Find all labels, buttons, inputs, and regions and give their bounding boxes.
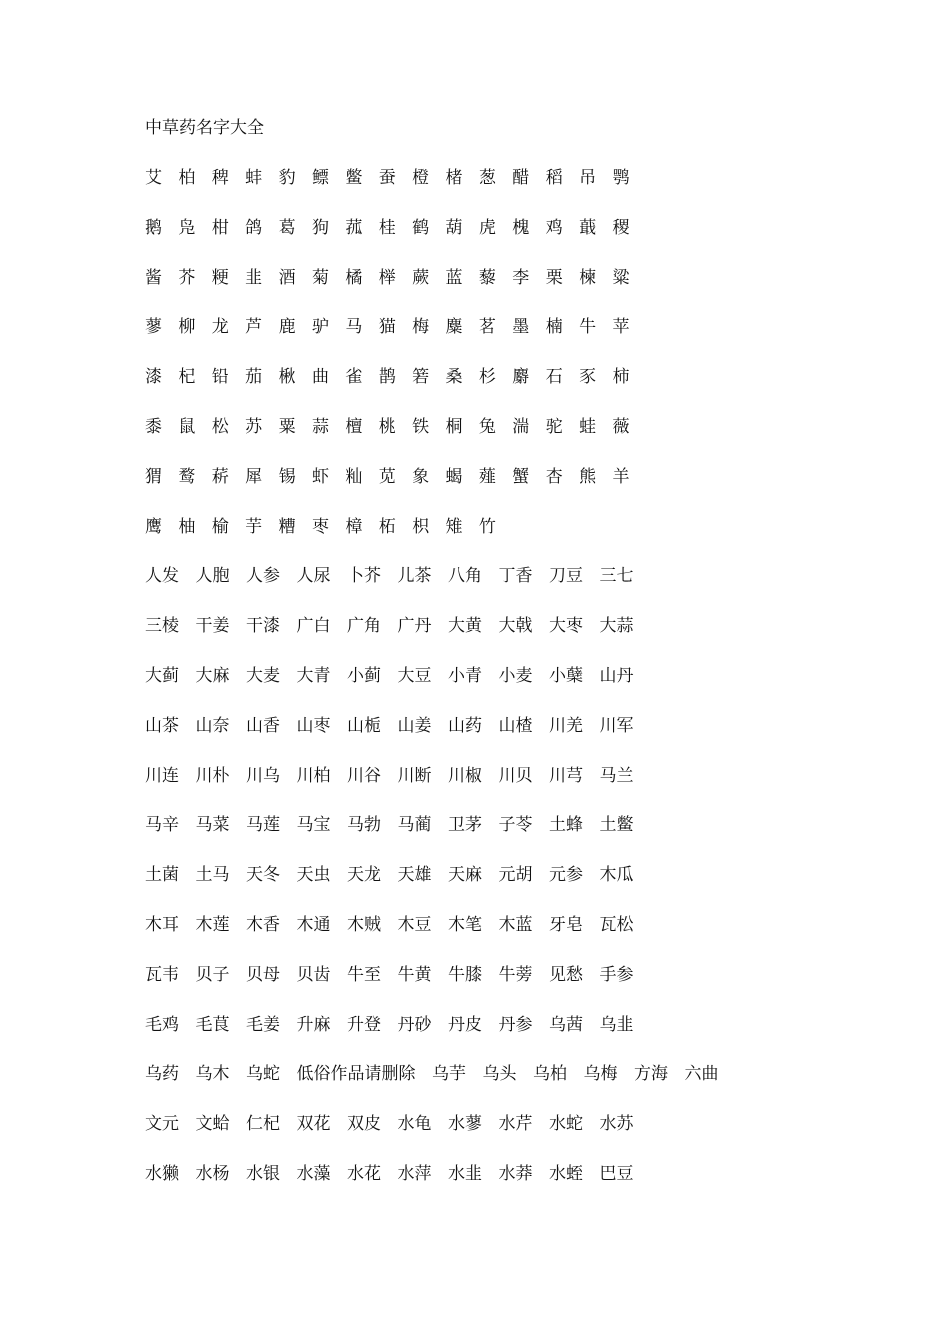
herb-name: 大枣 (549, 616, 583, 637)
herb-name: 巴豆 (599, 1163, 634, 1184)
herb-name: 蚕 (378, 168, 396, 188)
herb-name: 李 (512, 267, 530, 288)
herb-name: 葛 (278, 217, 296, 238)
herb-name: 天虫 (296, 865, 331, 886)
herb-name: 川柏 (296, 765, 331, 786)
herb-name: 苋 (378, 466, 396, 487)
herb-name: 土鳖 (599, 815, 634, 836)
herb-name: 水莽 (498, 1163, 533, 1184)
herb-name: 苏 (245, 416, 263, 437)
herb-row (145, 763, 925, 813)
herb-name: 川乌 (246, 765, 280, 786)
herb-name: 山枣 (296, 715, 331, 736)
herb-name: 川断 (397, 765, 432, 786)
herb-name: 水蛇 (549, 1114, 583, 1135)
herb-name: 橙 (412, 168, 430, 188)
herb-name: 大青 (296, 665, 331, 686)
herb-name: 山奈 (195, 715, 230, 736)
herb-name: 檀 (345, 416, 363, 437)
herb-name: 瓦韦 (145, 964, 179, 985)
herb-name: 双皮 (347, 1114, 381, 1135)
herb-name: 兔 (478, 416, 496, 437)
herb-name: 乌梅 (583, 1064, 618, 1085)
herb-name: 虾 (311, 466, 329, 487)
herb-name: 小蘖 (549, 665, 583, 686)
herb-name: 鹤 (412, 217, 430, 238)
herb-name: 小青 (448, 665, 482, 686)
herb-name: 枳 (412, 516, 430, 537)
herb-name: 蓼 (145, 317, 162, 338)
herb-name: 蝎 (445, 466, 463, 487)
herb-row (145, 514, 925, 564)
herb-name: 川朴 (195, 765, 230, 786)
herb-name: 水藻 (296, 1163, 331, 1184)
herb-name: 芋 (245, 516, 263, 537)
herb-name: 葱 (478, 168, 496, 188)
herb-name: 鳖 (345, 168, 363, 188)
herb-name: 川椒 (448, 765, 482, 786)
herb-name: 人尿 (296, 566, 331, 587)
herb-name: 卜芥 (347, 566, 381, 587)
herb-row (145, 563, 925, 613)
herb-name: 三棱 (145, 616, 179, 637)
herb-name: 猫 (378, 317, 396, 338)
herb-name: 山丹 (599, 665, 634, 686)
herb-name: 鹅 (145, 217, 162, 238)
herb-name: 川贝 (498, 765, 533, 786)
herb-name: 川军 (599, 715, 634, 736)
herb-name: 大蓟 (145, 665, 179, 686)
herb-name: 天麻 (448, 865, 482, 886)
herb-name: 熊 (579, 466, 597, 487)
herb-name: 桃 (378, 416, 396, 437)
herb-name: 天雄 (397, 865, 432, 886)
herb-name: 手参 (599, 964, 634, 985)
herb-name: 毛茛 (195, 1014, 230, 1035)
herb-name: 升登 (347, 1014, 381, 1035)
herb-name: 薤 (478, 466, 496, 487)
herb-name: 菰 (345, 217, 363, 238)
herb-name: 雀 (345, 367, 363, 388)
herb-row (145, 812, 925, 862)
herb-name: 木通 (296, 914, 331, 935)
herb-name: 墨 (512, 317, 530, 338)
herb-name: 水獭 (145, 1163, 179, 1184)
herb-name: 蓝 (445, 267, 463, 288)
herb-name: 桑 (445, 367, 463, 388)
herb-name: 龙 (211, 317, 229, 338)
herb-name: 木瓜 (599, 865, 634, 886)
herb-name: 鹗 (612, 168, 630, 188)
herb-name: 柏 (178, 168, 196, 188)
herb-name: 干漆 (246, 616, 280, 637)
herb-name: 低俗作品请删除 (296, 1064, 416, 1085)
herb-name: 羊 (612, 466, 630, 487)
herb-name: 刀豆 (549, 566, 583, 587)
herb-row (145, 414, 925, 464)
herb-row (145, 713, 925, 763)
herb-name: 木笔 (448, 914, 482, 935)
herb-name: 元参 (549, 865, 583, 886)
herb-name: 雉 (445, 516, 463, 537)
herb-row (145, 364, 925, 414)
herb-name: 麝 (512, 367, 530, 388)
herb-name: 木莲 (195, 914, 230, 935)
herb-name: 六曲 (684, 1064, 719, 1085)
herb-name: 粳 (211, 267, 229, 288)
herb-name: 马菜 (195, 815, 230, 836)
herb-row (145, 962, 925, 1012)
herb-name: 枣 (311, 516, 329, 537)
herb-name: 木豆 (397, 914, 432, 935)
herb-name: 山姜 (397, 715, 432, 736)
herb-name: 凫 (178, 217, 196, 238)
herb-name: 犀 (245, 466, 263, 487)
herb-name: 土蜂 (549, 815, 583, 836)
herb-name: 文蛤 (195, 1114, 230, 1135)
herb-name: 小蓟 (347, 665, 381, 686)
herb-name: 柳 (178, 317, 196, 338)
herb-name: 鼠 (178, 416, 196, 437)
herb-name: 人发 (145, 566, 179, 587)
herb-name: 稗 (211, 168, 229, 188)
herb-name: 马兰 (599, 765, 634, 786)
herb-name: 梅 (412, 317, 430, 338)
herb-name: 漆 (145, 367, 162, 388)
herb-name: 干姜 (195, 616, 230, 637)
herb-name: 楠 (545, 317, 563, 338)
herb-name: 土马 (195, 865, 230, 886)
herb-name: 丹皮 (448, 1014, 482, 1035)
document-title: 中草药名字大全 (145, 118, 264, 138)
herb-name: 马勃 (347, 815, 381, 836)
herb-name: 马辛 (145, 815, 179, 836)
herb-name: 山药 (448, 715, 482, 736)
herb-row (145, 663, 925, 713)
herb-name: 藜 (478, 267, 496, 288)
herb-name: 人参 (246, 566, 280, 587)
herb-name: 八角 (448, 566, 482, 587)
herb-name: 毛鸡 (145, 1014, 179, 1035)
herb-name: 人胞 (195, 566, 230, 587)
herb-name: 柚 (178, 516, 196, 537)
herb-name: 桐 (445, 416, 463, 437)
herb-name: 川羌 (549, 715, 583, 736)
herb-name: 水杨 (195, 1163, 230, 1184)
herb-name: 见愁 (549, 964, 583, 985)
herb-name: 水苏 (599, 1114, 634, 1135)
herb-name: 杉 (478, 367, 496, 388)
herb-name: 茗 (478, 317, 496, 338)
herb-name: 鹰 (145, 516, 162, 537)
herb-name: 天冬 (246, 865, 280, 886)
herb-name: 川芎 (549, 765, 583, 786)
herb-row (145, 464, 925, 514)
herb-name: 韭 (245, 267, 263, 288)
herb-name: 三七 (599, 566, 634, 587)
herb-name: 吊 (579, 168, 597, 188)
herb-name: 葫 (445, 217, 463, 238)
herb-name: 杏 (545, 466, 563, 487)
herb-name: 大黄 (448, 616, 482, 637)
herb-name: 山楂 (498, 715, 533, 736)
herb-name: 马 (345, 317, 363, 338)
herb-name: 樟 (345, 516, 363, 537)
herb-name: 芥 (178, 267, 196, 288)
herb-name: 土菌 (145, 865, 179, 886)
herb-name: 文元 (145, 1114, 179, 1135)
herb-name: 粱 (612, 267, 630, 288)
herb-name: 薇 (612, 416, 630, 437)
herb-name: 芦 (245, 317, 263, 338)
herb-name: 箬 (412, 367, 430, 388)
herb-name: 方海 (634, 1064, 668, 1085)
herb-name: 广白 (296, 616, 331, 637)
herb-name: 竹 (478, 516, 496, 537)
herb-name: 狗 (311, 217, 329, 238)
herb-name: 黍 (145, 416, 162, 437)
herb-name: 驴 (311, 317, 329, 338)
herb-name: 虎 (478, 217, 496, 238)
herb-name: 木耳 (145, 914, 179, 935)
herb-name: 贝齿 (296, 964, 331, 985)
herb-name: 驼 (545, 416, 563, 437)
herb-name: 槐 (512, 217, 530, 238)
herb-name: 糟 (278, 516, 296, 537)
herb-name-list (145, 165, 925, 1211)
herb-name: 柘 (378, 516, 396, 537)
herb-name: 乌柏 (533, 1064, 567, 1085)
herb-name: 广角 (347, 616, 381, 637)
herb-name: 榆 (211, 516, 229, 537)
herb-name: 山茶 (145, 715, 179, 736)
herb-name: 籼 (345, 466, 363, 487)
herb-name: 艾 (145, 168, 162, 188)
herb-name: 子苓 (498, 815, 533, 836)
herb-name: 乌蛇 (246, 1064, 280, 1085)
herb-name: 菥 (211, 466, 229, 487)
herb-name: 石 (545, 367, 563, 388)
herb-name: 山香 (246, 715, 280, 736)
herb-name: 榉 (378, 267, 396, 288)
herb-name: 大戟 (498, 616, 533, 637)
herb-name: 鸡 (545, 217, 563, 238)
herb-row (145, 314, 925, 364)
herb-name: 乌药 (145, 1064, 179, 1085)
herb-row (145, 1012, 925, 1062)
herb-name: 川连 (145, 765, 179, 786)
herb-name: 乌头 (482, 1064, 517, 1085)
herb-name: 牙皂 (549, 914, 583, 935)
herb-name: 木蓝 (498, 914, 533, 935)
herb-name: 乌茜 (549, 1014, 583, 1035)
herb-name: 大麻 (195, 665, 230, 686)
herb-name: 楝 (579, 267, 597, 288)
herb-row (145, 165, 925, 215)
herb-name: 稻 (545, 168, 563, 188)
herb-name: 象 (412, 466, 430, 487)
herb-row (145, 862, 925, 912)
herb-name: 栗 (545, 267, 563, 288)
herb-name: 丹参 (498, 1014, 533, 1035)
herb-name: 蕺 (579, 217, 597, 238)
herb-name: 猬 (145, 466, 162, 487)
herb-name: 柿 (612, 367, 630, 388)
herb-name: 天龙 (347, 865, 381, 886)
herb-name: 杞 (178, 367, 196, 388)
herb-row (145, 1111, 925, 1161)
herb-name: 粟 (278, 416, 296, 437)
herb-name: 鳔 (311, 168, 329, 188)
herb-name: 松 (211, 416, 229, 437)
herb-name: 蟹 (512, 466, 530, 487)
herb-name: 蕨 (412, 267, 430, 288)
herb-row (145, 265, 925, 315)
herb-name: 醋 (512, 168, 530, 188)
herb-name: 牛膝 (448, 964, 482, 985)
herb-name: 鸽 (245, 217, 263, 238)
herb-name: 瓦松 (599, 914, 634, 935)
herb-name: 桂 (378, 217, 396, 238)
herb-name: 乌木 (195, 1064, 230, 1085)
herb-name: 牛蒡 (498, 964, 533, 985)
herb-name: 蒜 (311, 416, 329, 437)
herb-name: 橘 (345, 267, 363, 288)
herb-row (145, 1061, 925, 1111)
herb-name: 鹿 (278, 317, 296, 338)
herb-name: 鹊 (378, 367, 396, 388)
herb-name: 山栀 (347, 715, 381, 736)
herb-name: 酱 (145, 267, 162, 288)
herb-name: 双花 (296, 1114, 331, 1135)
herb-name: 丹砂 (397, 1014, 432, 1035)
herb-name: 水萍 (397, 1163, 432, 1184)
herb-name: 铅 (211, 367, 229, 388)
herb-row (145, 215, 925, 265)
herb-name: 大豆 (397, 665, 432, 686)
herb-name: 酒 (278, 267, 296, 288)
herb-name: 楮 (445, 168, 463, 188)
herb-name: 水韭 (448, 1163, 482, 1184)
herb-row (145, 1161, 925, 1211)
herb-name: 稷 (612, 217, 630, 238)
herb-name: 儿茶 (397, 566, 432, 587)
herb-name: 牛至 (347, 964, 381, 985)
herb-row (145, 912, 925, 962)
herb-name: 乌芋 (432, 1064, 466, 1085)
herb-name: 蚌 (245, 168, 263, 188)
herb-name: 丁香 (498, 566, 533, 587)
herb-name: 湍 (512, 416, 530, 437)
herb-name: 川谷 (347, 765, 381, 786)
herb-name: 木香 (246, 914, 280, 935)
herb-name: 苹 (612, 317, 630, 338)
herb-name: 牛黄 (397, 964, 432, 985)
herb-name: 木贼 (347, 914, 381, 935)
herb-name: 大麦 (246, 665, 280, 686)
herb-name: 铁 (412, 416, 430, 437)
herb-name: 豹 (278, 168, 296, 188)
herb-name: 仁杞 (246, 1114, 280, 1135)
herb-name: 马宝 (296, 815, 331, 836)
herb-name: 水花 (347, 1163, 381, 1184)
herb-name: 鹜 (178, 466, 196, 487)
herb-name: 麋 (445, 317, 463, 338)
herb-name: 升麻 (296, 1014, 331, 1035)
herb-name: 元胡 (498, 865, 533, 886)
herb-name: 水蛭 (549, 1163, 583, 1184)
herb-name: 贝母 (246, 964, 280, 985)
herb-name: 菊 (311, 267, 329, 288)
herb-name: 锡 (278, 466, 296, 487)
herb-name: 楸 (278, 367, 296, 388)
herb-name: 广丹 (397, 616, 432, 637)
herb-name: 水芹 (498, 1114, 533, 1135)
herb-name: 牛 (579, 317, 597, 338)
herb-name: 曲 (311, 367, 329, 388)
herb-name: 大蒜 (599, 616, 634, 637)
herb-name: 小麦 (498, 665, 533, 686)
herb-name: 贝子 (195, 964, 230, 985)
herb-row (145, 613, 925, 663)
herb-name: 茄 (245, 367, 263, 388)
herb-name: 蛙 (579, 416, 597, 437)
herb-name: 毛姜 (246, 1014, 280, 1035)
herb-name: 马蔺 (397, 815, 432, 836)
herb-name: 豕 (579, 367, 597, 388)
herb-name: 水蓼 (448, 1114, 482, 1135)
herb-name: 卫茅 (448, 815, 482, 836)
herb-name: 柑 (211, 217, 229, 238)
herb-name: 乌韭 (599, 1014, 634, 1035)
herb-name: 马莲 (246, 815, 280, 836)
herb-name: 水银 (246, 1163, 280, 1184)
herb-name: 水龟 (397, 1114, 432, 1135)
